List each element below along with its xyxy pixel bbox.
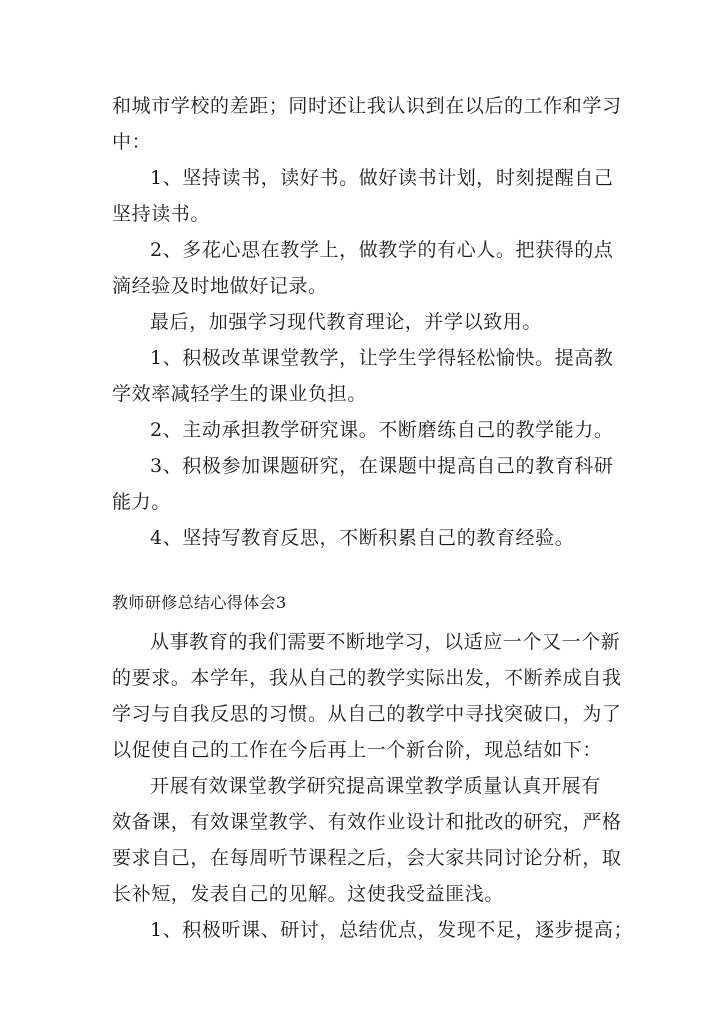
text-line: 以促使自己的工作在今后再上一个新台阶，现总结如下： [112,739,603,761]
text-line: 2、多花心思在教学上，做教学的有心人。把获得的点 [150,239,614,261]
text-line: 最后，加强学习现代教育理论，并学以致用。 [150,311,543,333]
text-line: 3、积极参加课题研究，在课题中提高自己的教育科研 [150,455,614,477]
text-line: 能力。 [112,491,171,513]
text-line: 1、积极听课、研讨，总结优点，发现不足，逐步提高； [150,919,634,941]
text-line: 中： [112,131,152,153]
section-title: 教师研修总结心得体会3 [112,593,287,612]
text-line: 开展有效课堂教学研究提高课堂教学质量认真开展有 [150,775,601,797]
text-line: 长补短，发表自己的见解。这使我受益匪浅。 [112,883,505,905]
text-line: 1、坚持读书，读好书。做好读书计划，时刻提醒自己 [150,167,614,189]
text-line: 从事教育的我们需要不断地学习，以适应一个又一个新 [150,631,621,653]
text-line: 4、坚持写教育反思，不断积累自己的教育经验。 [150,527,575,549]
text-line: 学习与自我反思的习惯。从自己的教学中寻找突破口，为了 [112,703,622,725]
text-line: 滴经验及时地做好记录。 [112,275,328,297]
text-line: 的要求。本学年，我从自己的教学实际出发，不断养成自我 [112,667,622,689]
text-line: 坚持读书。 [112,203,211,225]
text-line: 和城市学校的差距；同时还让我认识到在以后的工作和学习 [112,95,622,117]
text-line: 学效率减轻学生的课业负担。 [112,383,367,405]
text-line: 2、主动承担教学研究课。不断磨练自己的教学能力。 [150,419,614,441]
text-line: 1、积极改革课堂教学，让学生学得轻松愉快。提高教 [150,347,614,369]
text-line: 要求自己，在每周听节课程之后，会大家共同讨论分析，取 [112,847,622,869]
text-line: 效备课，有效课堂教学、有效作业设计和批改的研究，严格 [112,811,622,833]
